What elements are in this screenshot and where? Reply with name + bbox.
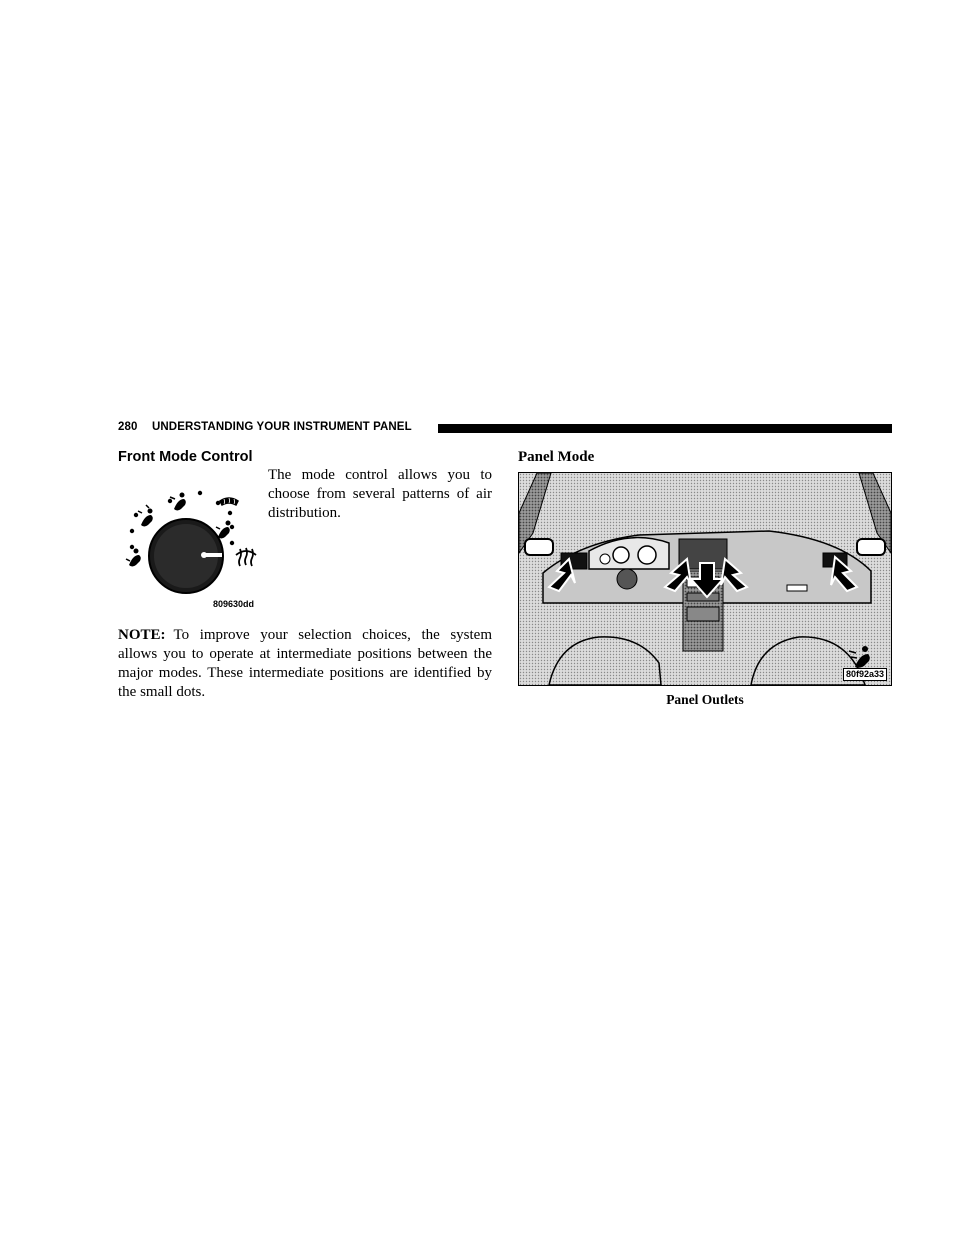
figure-caption: Panel Outlets: [666, 692, 744, 707]
bilevel-icon: [138, 505, 153, 527]
knob-figure-code: 809630dd: [213, 599, 255, 609]
dashboard-figure: [518, 472, 892, 686]
note-label: NOTE:: [118, 627, 166, 643]
mode-knob-figure: [120, 485, 266, 615]
panel-vent-icon: [170, 493, 186, 511]
page-number: 280: [118, 421, 138, 433]
note-text: To improve your selection choices, the system allows you to operate at intermediate positions between the major modes. These intermediate positions are identified by the small dots.: [118, 627, 492, 700]
defrost-icon: [220, 498, 238, 505]
front-mode-heading: Front Mode Control: [118, 449, 253, 465]
running-header: [118, 421, 892, 435]
dashboard-figure-code: 80f92a33: [843, 668, 887, 681]
intro-paragraph: The mode control allows you to choose from several patterns of air distribution.: [268, 467, 492, 522]
mode-knob-illustration: [120, 485, 266, 615]
panel-mode-heading: Panel Mode: [518, 449, 595, 465]
section-title: UNDERSTANDING YOUR INSTRUMENT PANEL: [152, 421, 412, 433]
dashboard-illustration: [519, 473, 891, 685]
header-rule: [438, 424, 892, 433]
note-paragraph: [118, 626, 492, 702]
floor-icon: [126, 549, 141, 567]
defrost-icon: [236, 548, 256, 566]
